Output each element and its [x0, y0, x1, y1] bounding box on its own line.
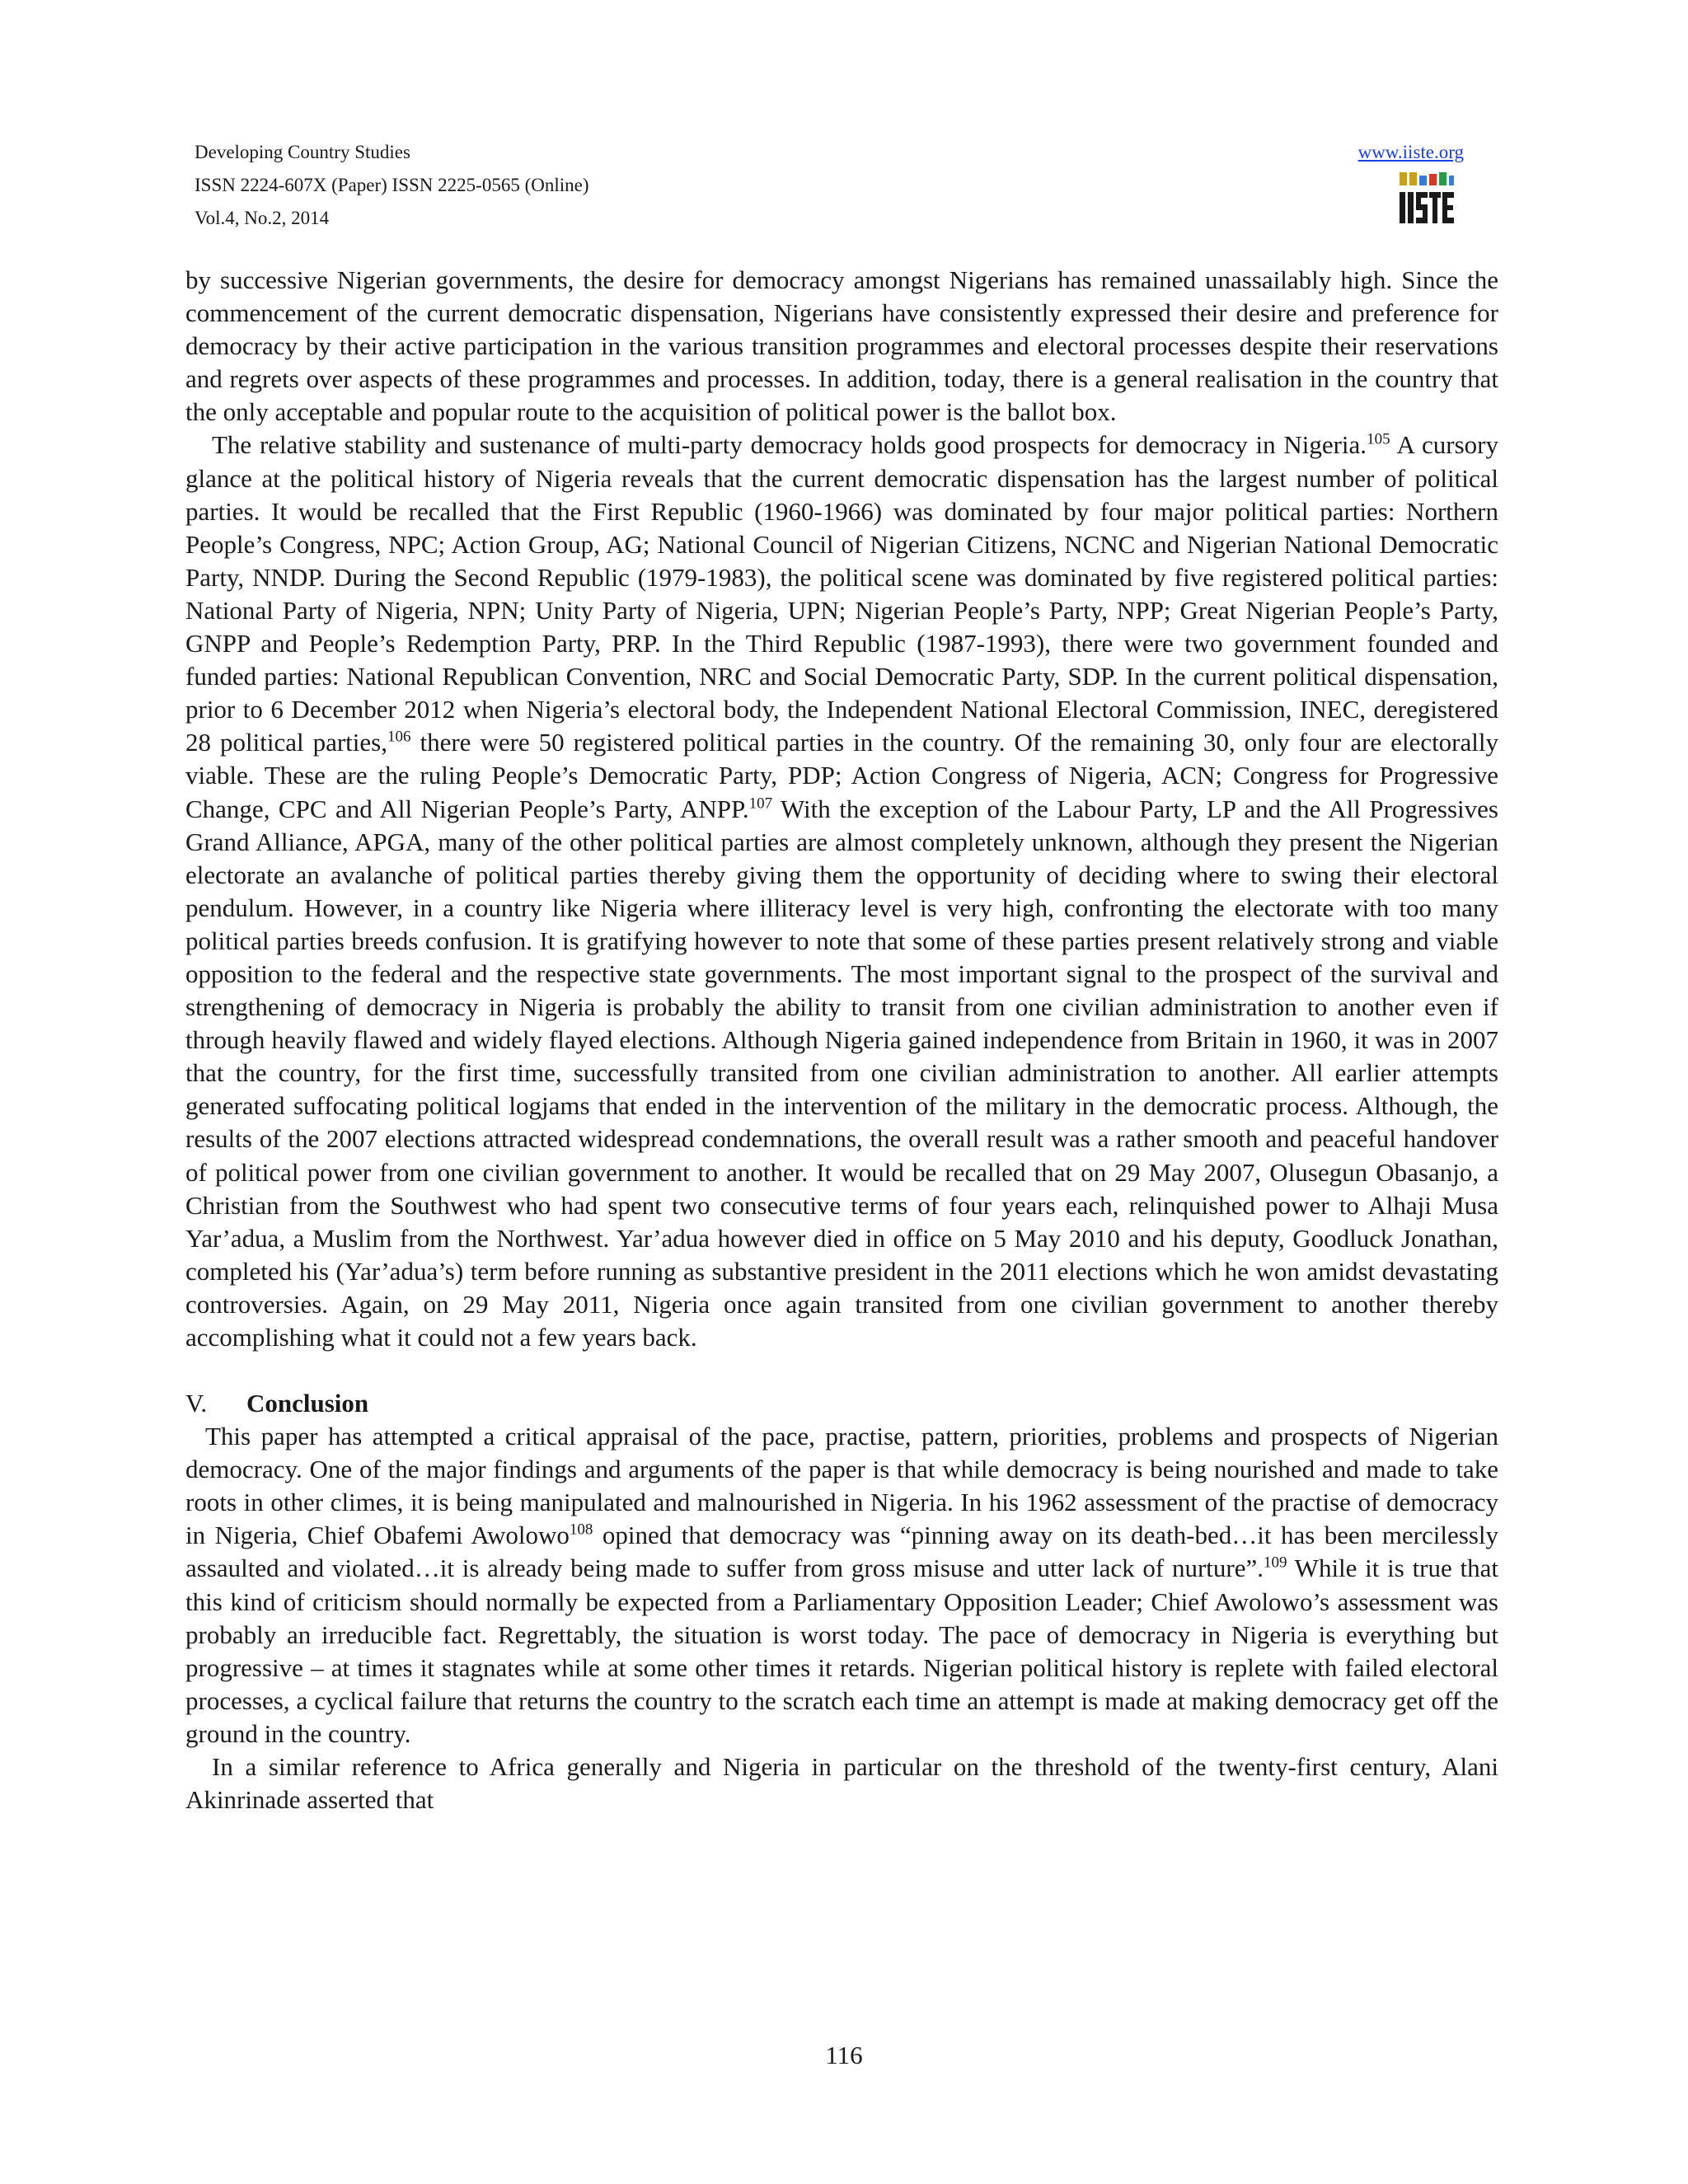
paragraph-text: With the exception of the Labour Party, LP and the All Progressives Grand Alliance, APGA, many of the other political parties are almost completely unknown, although they present the Nigerian electorate an avalanche of political parties thereby giving them the opportunity of deciding where to swing their electoral pendulum. However, in a country like Nigeria where illiteracy level is very high, confronting the electorate with too many political parties breeds confusion. It is gratifying however to note that some of these parties present relatively strong and viable opposition to the federal and the respective state governments. The most important signal to the prospect of the survival and strengthening of democracy in Nigeria is probably the ability to transit from one civilian administration to another even if through heavily flawed and widely flayed elections. Although Nigeria gained independence from Britain in 1960, it was in 2007 that the country, for the first time, successfully transited from one civilian administration to another. All earlier attempts generated suffocating political logjams that ended in the intervention of the military in the democratic process. Although, the results of the 2007 elections attracted widespread condemnations, the overall result was a rather smooth and peaceful handover of political power from one civilian government to another. It would be recalled that on 29 May 2007, Olusegun Obasanjo, a Christian from the Southwest who had spent two consecutive terms of four years each, relinquished power to Alhaji Musa Yar’adua, a Muslim from the Northwest. Yar’adua however died in office on 5 May 2010 and his deputy, Goodluck Jonathan, completed his (Yar’adua’s) term before running as substantive president in the 2011 elections which he won amidst devastating controversies. Again, on 29 May 2011, Nigeria once again transited from one civilian government to another thereby accomplishing what it could not a few years back.: [185, 794, 1498, 1352]
journal-title: Developing Country Studies: [195, 142, 410, 162]
paragraph-multiparty: [185, 429, 1498, 1354]
paragraph-akinrinade: In a similar reference to Africa generally and Nigeria in particular on the threshold of the twenty-first century, Alani Akinrinade asserted that: [185, 1752, 1498, 1815]
website-link[interactable]: www.iiste.org: [1357, 142, 1464, 162]
iiste-logo-icon: [1398, 171, 1456, 227]
paragraph-text: This paper has attempted a critical appraisal of the pace, practise, pattern, priorities, problems and prospects of Nigerian democracy. One of the major findings and arguments of the paper is that while democracy is being nourished and made to take roots in other climes, it is being manipulated and malnourished in Nigeria. In his 1962 assessment of the practise of democracy in Nigeria, Chief Obafemi Awolowo: [185, 1422, 1498, 1550]
paragraph-text: The relative stability and sustenance of multi-party democracy holds good prospects for democracy in Nigeria.: [212, 430, 1367, 460]
section-title: Conclusion: [246, 1389, 369, 1418]
paragraph-text: opined that democracy was “pinning away on its death-bed…it has been mercilessly assaulted and violated…it is already being made to suffer from gross misuse and utter lack of nurture”.: [185, 1521, 1498, 1583]
section-heading: [185, 1387, 1498, 1420]
paragraph-text: there were 50 registered political parties in the country. Of the remaining 30, only four are electorally viable. These are the ruling People’s Democratic Party, PDP; Action Congress of Nigeria, ACN; Congress for Progressive Change, CPC and All Nigerian People’s Party, ANPP.: [185, 728, 1498, 823]
section-number: V.: [185, 1389, 208, 1418]
paragraph-text: While it is true that this kind of criticism should normally be expected from a Parliamentary Opposition Leader; Chief Awolowo’s assessment was probably an irreducible fact. Regrettably, the situation is worst today. The pace of democracy in Nigeria is everything but progressive – at times it stagnates while at some other times it retards. Nigerian political history is replete with failed electoral processes, a cyclical failure that returns the country to the scratch each time an attempt is made at making democracy get off the ground in the country.: [185, 1554, 1498, 1748]
footnote-ref-108: 108: [569, 1521, 593, 1540]
journal-volume: Vol.4, No.2, 2014: [195, 208, 330, 228]
page-header: [195, 136, 1464, 235]
footnote-ref-109: 109: [1264, 1554, 1287, 1572]
footnote-ref-105: 105: [1367, 431, 1390, 449]
footnote-ref-106: 106: [387, 728, 411, 746]
article-body: [185, 264, 1498, 1816]
paragraph-continued: by successive Nigerian governments, the desire for democracy amongst Nigerians has remained unassailably high. Since the commencement of the current democratic dispensation, Nigerians have consistently expressed their desire and preference for democracy by their active participation in the various transition programmes and electoral processes despite their reservations and regrets over aspects of these programmes and processes. In addition, today, there is a general realisation in the country that the only acceptable and popular route to the acquisition of political power is the ballot box.: [185, 265, 1498, 427]
footnote-ref-107: 107: [748, 794, 773, 813]
journal-issn: ISSN 2224-607X (Paper) ISSN 2225-0565 (Online): [195, 175, 589, 195]
journal-info: [195, 136, 589, 235]
paragraph-text: A cursory glance at the political history of Nigeria reveals that the current democratic dispensation has the largest number of political parties. It would be recalled that the First Republic (1960-1966) was dominated by four major political parties: Northern People’s Congress, NPC; Action Group, AG; National Council of Nigerian Citizens, NCNC and Nigerian National Democratic Party, NNDP. During the Second Republic (1979-1983), the political scene was dominated by five registered political parties: National Party of Nigeria, NPN; Unity Party of Nigeria, UPN; Nigerian People’s Party, NPP; Great Nigerian People’s Party, GNPP and People’s Redemption Party, PRP. In the Third Republic (1987-1993), there were two government founded and funded parties: National Republican Convention, NRC and Social Democratic Party, SDP. In the current political dispensation, prior to 6 December 2012 when Nigeria’s electoral body, the Independent National Electoral Commission, INEC, deregistered 28 political parties,: [185, 430, 1499, 757]
paragraph-conclusion: [185, 1420, 1498, 1750]
page-number: 116: [825, 2041, 863, 2069]
